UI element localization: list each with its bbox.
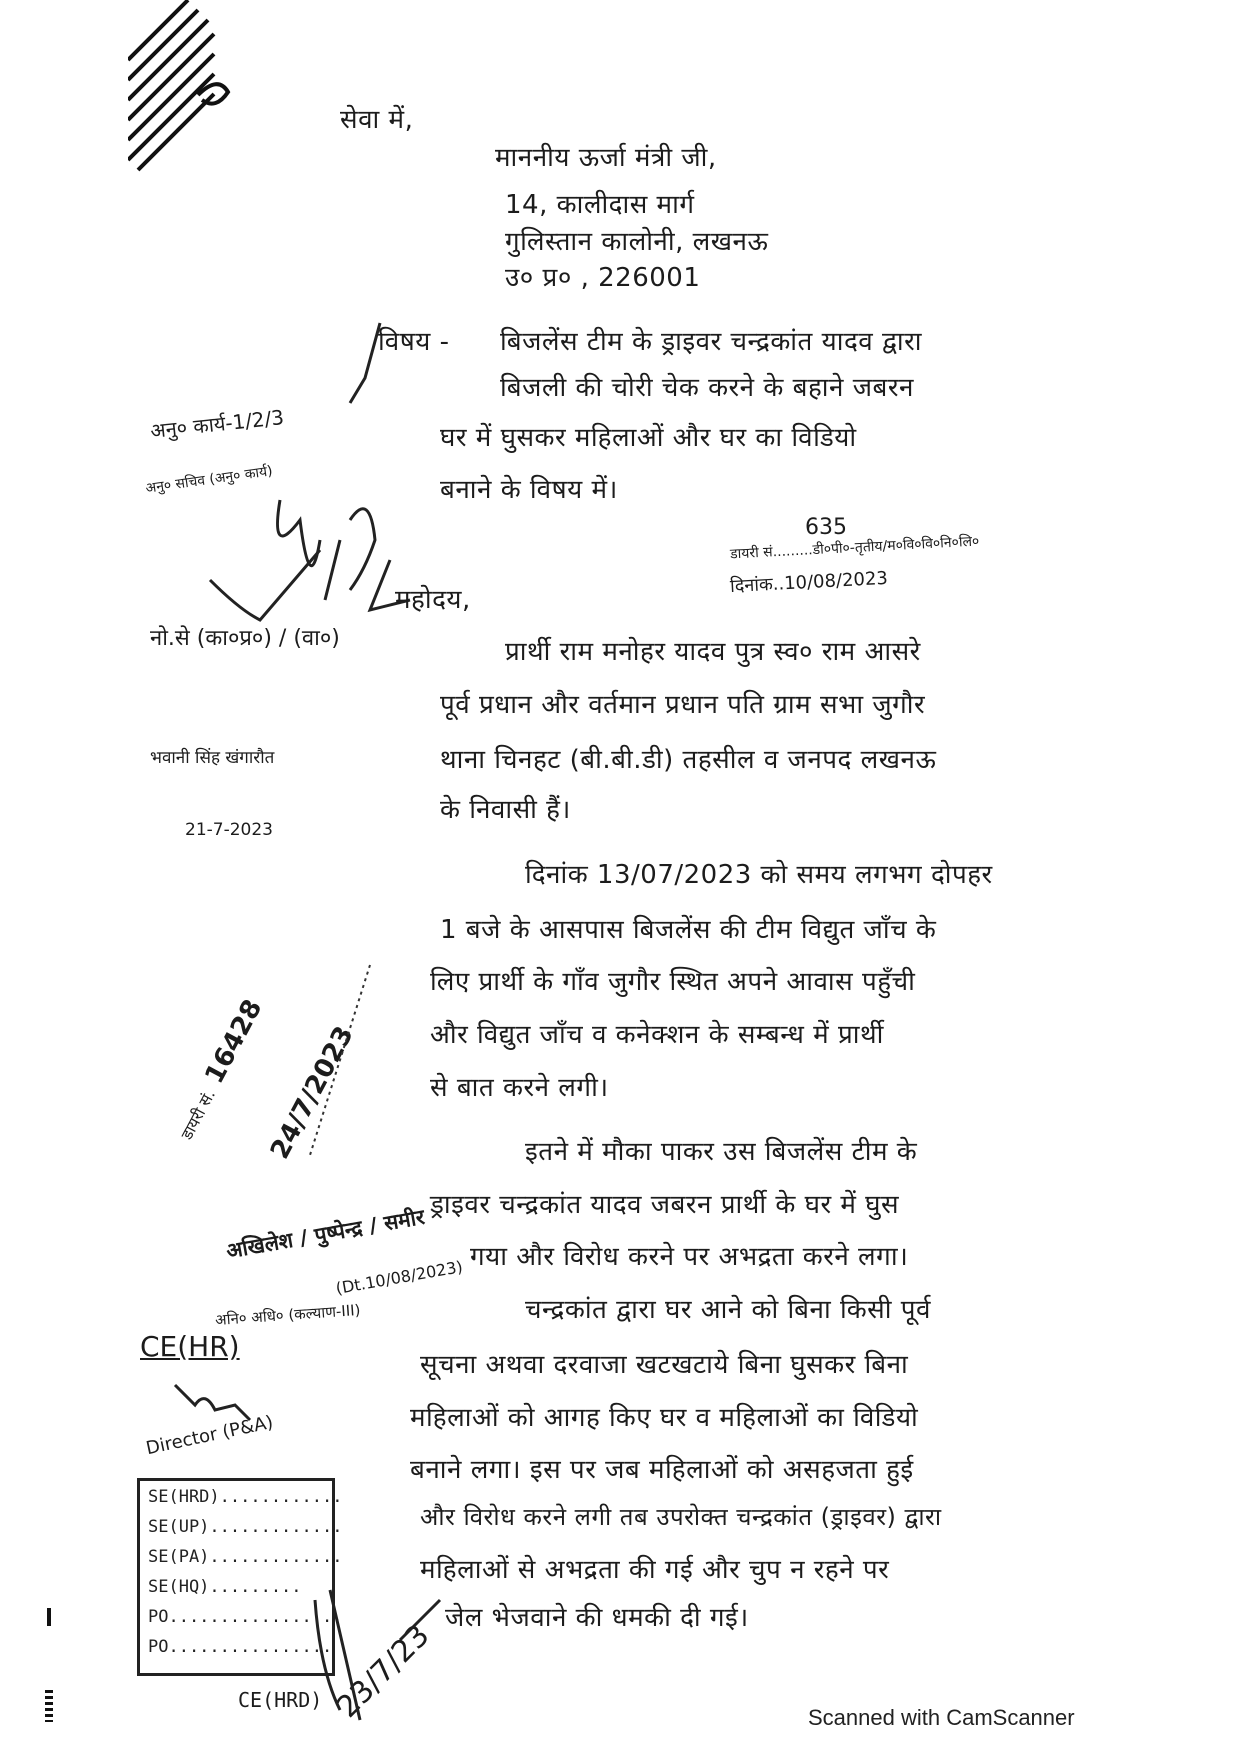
subject-line-4: बनाने के विषय में। xyxy=(440,475,618,505)
diary-number-handwritten: 635 xyxy=(805,515,847,540)
addressee-line-2: 14, कालीदास मार्ग xyxy=(505,190,695,220)
check-mark-icon xyxy=(345,318,385,408)
director-note: Director (P&A) xyxy=(144,1411,276,1460)
para4-line: और विरोध करने लगी तब उपरोक्त चन्द्रकांत (ड्राइवर) द्वारा xyxy=(420,1503,942,1531)
officer-routing-date: (Dt.10/08/2023) xyxy=(334,1256,465,1299)
diary-stamp-date: दिनांक..10/08/2023 xyxy=(729,567,889,598)
para2-line: लिए प्रार्थी के गाँव जुगौर स्थित अपने आवास पहुँची xyxy=(430,967,916,997)
para4-line: महिलाओं को आगह किए घर व महिलाओं का विडियो xyxy=(410,1403,919,1433)
receipt-stamp-number xyxy=(170,995,268,1144)
routing-row: SE(HRD)............ xyxy=(148,1487,343,1507)
addressee-line-1: माननीय ऊर्जा मंत्री जी, xyxy=(495,143,717,173)
subject-line-3: घर में घुसकर महिलाओं और घर का विडियो xyxy=(440,423,857,453)
para2-line: 1 बजे के आसपास बिजलेंस की टीम विद्युत जाँच के xyxy=(440,915,937,945)
para3-line: गया और विरोध करने पर अभद्रता करने लगा। xyxy=(470,1242,909,1272)
receipt-stamp-value: 16428 xyxy=(199,994,269,1089)
para3-line: इतने में मौका पाकर उस बिजलेंस टीम के xyxy=(525,1137,918,1167)
para4-line: सूचना अथवा दरवाजा खटखटाये बिना घुसकर बिना xyxy=(420,1350,909,1380)
subject-line-2: बिजली की चोरी चेक करने के बहाने जबरन xyxy=(500,373,914,403)
para1-line: प्रार्थी राम मनोहर यादव पुत्र स्व० राम आसरे xyxy=(505,637,921,667)
officer-date-stamp: 21-7-2023 xyxy=(185,820,273,840)
routing-row: SE(UP)............. xyxy=(148,1517,343,1537)
addressee-line-4: उ० प्र० , 226001 xyxy=(505,263,701,293)
left-note-3: नो.से (का०प्र०) / (वा०) xyxy=(150,626,340,651)
anu-adhik-stamp: अनि० अधि० (कल्याण-III) xyxy=(214,1300,362,1330)
bottom-signature-scribble xyxy=(300,1580,460,1730)
routing-box-footer: CE(HRD) xyxy=(238,1688,323,1712)
anu-karya-stamp: अनु० कार्य-1/2/3 xyxy=(149,405,286,443)
para1-line: के निवासी हैं। xyxy=(440,795,571,825)
subject-line-1: बिजलेंस टीम के ड्राइवर चन्द्रकांत यादव द्वारा xyxy=(500,327,923,357)
para1-line: थाना चिनहट (बी.बी.डी) तहसील व जनपद लखनऊ xyxy=(440,745,937,775)
anu-sachiv-stamp: अनु० सचिव (अनु० कार्य) xyxy=(144,463,274,497)
para2-line: से बात करने लगी। xyxy=(430,1073,609,1103)
ce-hr-note: CE(HR) xyxy=(140,1330,240,1363)
routing-row: SE(PA)............. xyxy=(148,1547,343,1567)
para4-line: चन्द्रकांत द्वारा घर आने को बिना किसी पूर्व xyxy=(525,1295,931,1325)
camscanner-watermark: Scanned with CamScanner xyxy=(808,1705,1075,1730)
para2-line: दिनांक 13/07/2023 को समय लगभग दोपहर xyxy=(525,860,993,890)
para4-line: जेल भेजवाने की धमकी दी गई। xyxy=(445,1603,749,1633)
receipt-stamp-date: 24/7/2023 xyxy=(265,1021,360,1165)
diary-stamp-department: डायरी सं.........डी०पी०-तृतीय/म०वि०वि०नि०लि० xyxy=(729,533,980,563)
folded-corner-graphic xyxy=(128,0,238,190)
receipt-stamp-dotted-border xyxy=(300,960,380,1160)
para1-line: पूर्व प्रधान और वर्तमान प्रधान पति ग्राम सभा जुगौर xyxy=(440,690,926,720)
salutation-to: सेवा में, xyxy=(340,105,414,135)
para4-line: बनाने लगा। इस पर जब महिलाओं को असहजता हुई xyxy=(410,1455,914,1485)
subject-label: विषय - xyxy=(378,327,450,357)
receipt-stamp-label: डायरी सं. xyxy=(177,1086,220,1143)
para2-line: और विद्युत जाँच व कनेक्शन के सम्बन्ध में प्रार्थी xyxy=(430,1020,884,1050)
addressee-line-3: गुलिस्तान कालोनी, लखनऊ xyxy=(505,227,769,257)
routing-row: SE(HQ)......... xyxy=(148,1577,302,1597)
scan-edge-tick xyxy=(47,1608,51,1626)
para4-line: महिलाओं से अभद्रता की गई और चुप न रहने पर xyxy=(420,1555,890,1585)
officer-name-stamp: भवानी सिंह खंगारौत xyxy=(150,748,275,768)
para3-line: ड्राइवर चन्द्रकांत यादव जबरन प्रार्थी के घर में घुस xyxy=(430,1190,900,1220)
scan-edge-mark xyxy=(45,1690,53,1722)
bottom-signature-date: 23/7/23 xyxy=(330,1618,437,1725)
routing-row: PO................ xyxy=(148,1637,333,1657)
routing-row: PO................. xyxy=(148,1607,343,1627)
greeting: महोदय, xyxy=(395,585,471,615)
officer-routing-stamp: अखिलेश / पुष्पेन्द्र / समीर xyxy=(224,1204,427,1264)
